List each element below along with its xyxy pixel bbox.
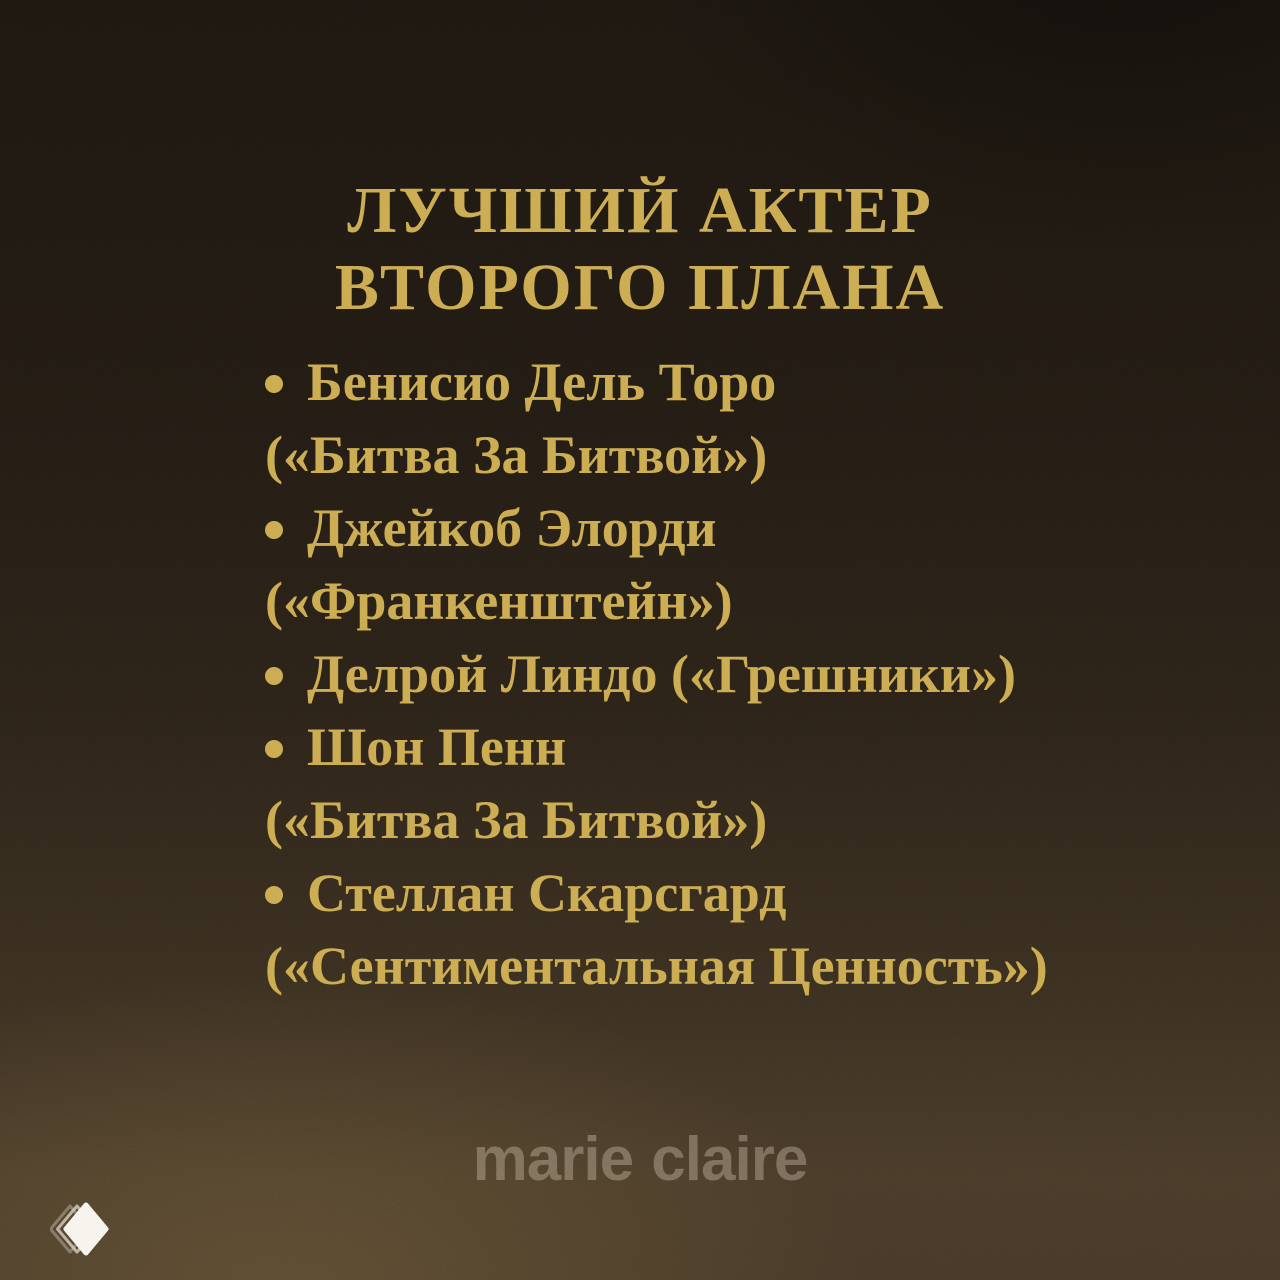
nominee-film-line bbox=[265, 930, 1160, 1003]
nominee-text: Стеллан Скарсгард bbox=[307, 863, 787, 923]
nominee-text: Джейкоб Элорди bbox=[307, 498, 717, 558]
bullet-icon bbox=[265, 375, 283, 393]
nominee-line bbox=[265, 346, 1160, 419]
nominee-text: Бенисио Дель Торо bbox=[307, 352, 777, 412]
bullet-icon bbox=[265, 886, 283, 904]
layered-diamond-icon bbox=[50, 1198, 112, 1260]
nominee-text: («Франкенштейн») bbox=[265, 571, 733, 631]
nominee-text: («Битва За Битвой») bbox=[265, 425, 768, 485]
nominee-film-line bbox=[265, 784, 1160, 857]
nominee-film-line bbox=[265, 565, 1160, 638]
nominee-text: («Сентиментальная Ценность») bbox=[265, 936, 1048, 996]
marie-claire-watermark: marie claire bbox=[472, 1125, 808, 1194]
nominee-line bbox=[265, 638, 1160, 711]
nominee-text: Шон Пенн bbox=[307, 717, 567, 777]
title-line-2: ВТОРОГО ПЛАНА bbox=[334, 251, 946, 324]
title-line-1: ЛУЧШИЙ АКТЕР bbox=[347, 174, 933, 247]
nominee-text: Делрой Линдо («Грешники») bbox=[307, 644, 1016, 704]
nominee-line bbox=[265, 492, 1160, 565]
nominee-text: («Битва За Битвой») bbox=[265, 790, 768, 850]
bullet-icon bbox=[265, 667, 283, 685]
bullet-icon bbox=[265, 521, 283, 539]
nominee-line bbox=[265, 711, 1160, 784]
nominee-film-line bbox=[265, 419, 1160, 492]
nominee-list bbox=[265, 346, 1160, 1003]
nominee-line bbox=[265, 857, 1160, 930]
bullet-icon bbox=[265, 740, 283, 758]
page-title bbox=[0, 172, 1280, 326]
